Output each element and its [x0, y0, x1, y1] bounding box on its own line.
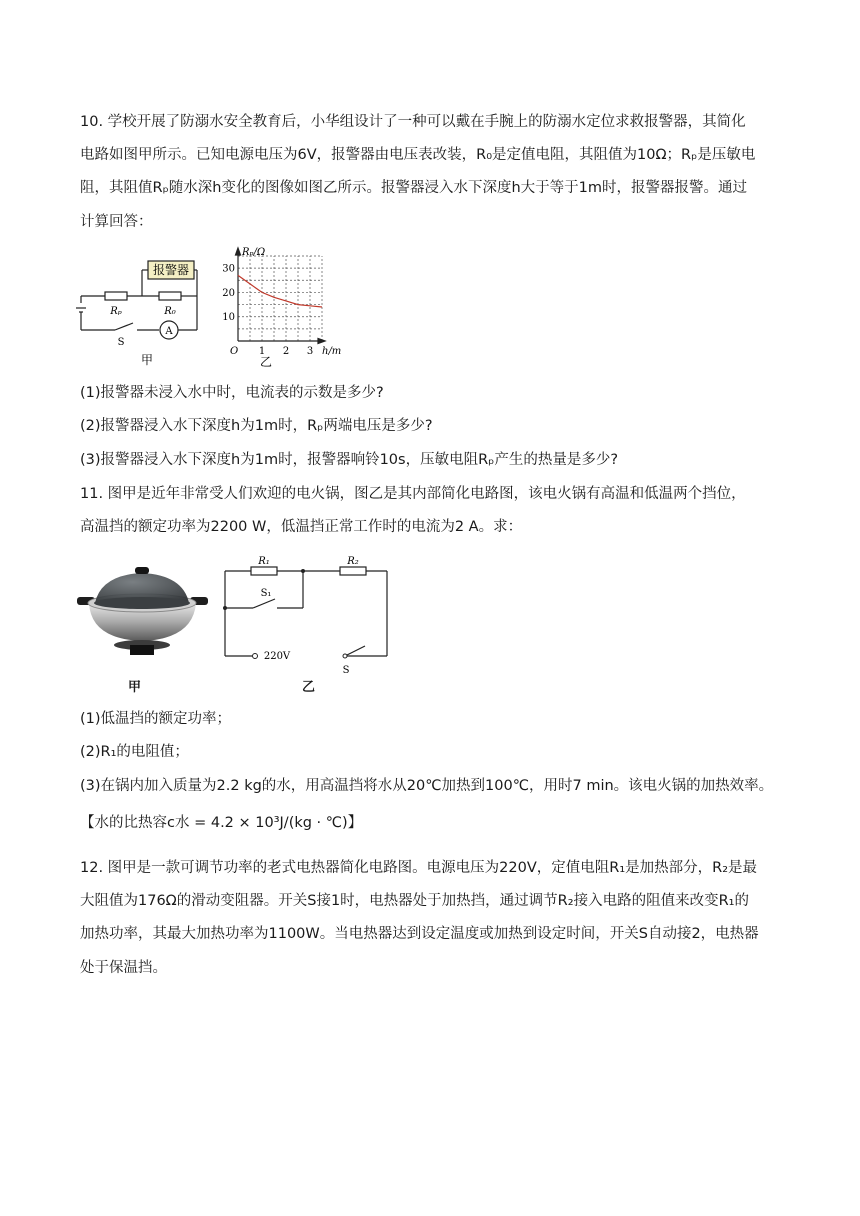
switch-s-label-2: S	[342, 665, 350, 676]
s1-label: S₁	[260, 588, 272, 599]
q12-line-4: 处于保温挡。	[80, 960, 167, 976]
graph-caption: 乙	[259, 355, 273, 368]
q10-line-3: 阻，其阻值Rₚ随水深h变化的图像如图乙所示。报警器浸入水下深度h大于等于1m时，报警器报警。通过	[80, 180, 748, 196]
circuit-caption: 甲	[140, 353, 154, 367]
r1-label: R₁	[258, 556, 270, 567]
x-tick-label: 3	[306, 346, 314, 357]
r0-label: R₀	[164, 306, 176, 317]
pot-caption: 甲	[128, 680, 142, 695]
q10-question-1: (1)报警器未浸入水中时，电流表的示数是多少?	[80, 385, 384, 401]
q11-question-2: (2)R₁的电阻值；	[80, 744, 189, 760]
q12-line-1: 12. 图甲是一款可调节功率的老式电热器简化电路图。电源电压为220V，定值电阻R₁是加热部分，R₂是最	[80, 860, 758, 876]
q10-line-1: 10. 学校开展了防溺水安全教育后，小华组设计了一种可以戴在手腕上的防溺水定位求救报警器，其简化	[80, 114, 746, 130]
voltage-label: 220V	[263, 651, 291, 662]
y-tick-label: 30	[222, 263, 235, 275]
r2-label: R₂	[347, 556, 359, 567]
q11-line-2: 高温挡的额定功率为2200 W，低温挡正常工作时的电流为2 A。求：	[80, 519, 523, 535]
hot-pot-image	[75, 565, 210, 660]
y-tick-label: 20	[222, 287, 235, 299]
q10-line-2: 电路如图甲所示。已知电源电压为6V，报警器由电压表改装，R₀是定值电阻，其阻值为10Ω；Rₚ是压敏电	[80, 147, 756, 163]
q11-line-1: 11. 图甲是近年非常受人们欢迎的电火锅，图乙是其内部简化电路图，该电火锅有高温和低温两个挡位，	[80, 486, 746, 502]
graph-x-axis-label: h/m	[322, 346, 342, 357]
x-tick-label: 2	[282, 346, 290, 357]
switch-s-label: S	[117, 337, 125, 348]
y-tick-label: 10	[222, 312, 235, 324]
q10-circuit-diagram	[75, 253, 210, 368]
alarm-label: 报警器	[152, 263, 190, 277]
graph-y-axis-label: Rₚ/Ω	[242, 247, 266, 258]
q10-question-3: (3)报警器浸入水下深度h为1m时，报警器响铃10s，压敏电阻Rₚ产生的热量是多少?	[80, 452, 619, 468]
q10-question-2: (2)报警器浸入水下深度h为1m时，Rₚ两端电压是多少?	[80, 418, 433, 434]
q10-line-4: 计算回答：	[80, 214, 153, 230]
x-tick-label: 1	[258, 346, 266, 357]
q11-specific-heat-note: 【水的比热容c水 = 4.2 × 10³J/(kg · ℃)】	[80, 815, 363, 831]
graph-origin-label: O	[230, 346, 239, 357]
q11-circuit-diagram	[215, 548, 395, 678]
q11-question-1: (1)低温挡的额定功率；	[80, 711, 232, 727]
circuit-caption-2: 乙	[302, 680, 316, 695]
rp-label: Rₚ	[110, 306, 122, 317]
ammeter-label: A	[165, 326, 173, 337]
q12-line-3: 加热功率，其最大加热功率为1100W。当电热器达到设定温度或加热到设定时间，开关S自动接2，电热器	[80, 926, 759, 942]
q10-rp-graph	[220, 243, 350, 368]
q11-question-3: (3)在锅内加入质量为2.2 kg的水，用高温挡将水从20℃加热到100℃，用时7 min。该电火锅的加热效率。	[80, 778, 774, 794]
q12-line-2: 大阻值为176Ω的滑动变阻器。开关S接1时，电热器处于加热挡，通过调节R₂接入电路的阻值来改变R₁的	[80, 893, 749, 909]
